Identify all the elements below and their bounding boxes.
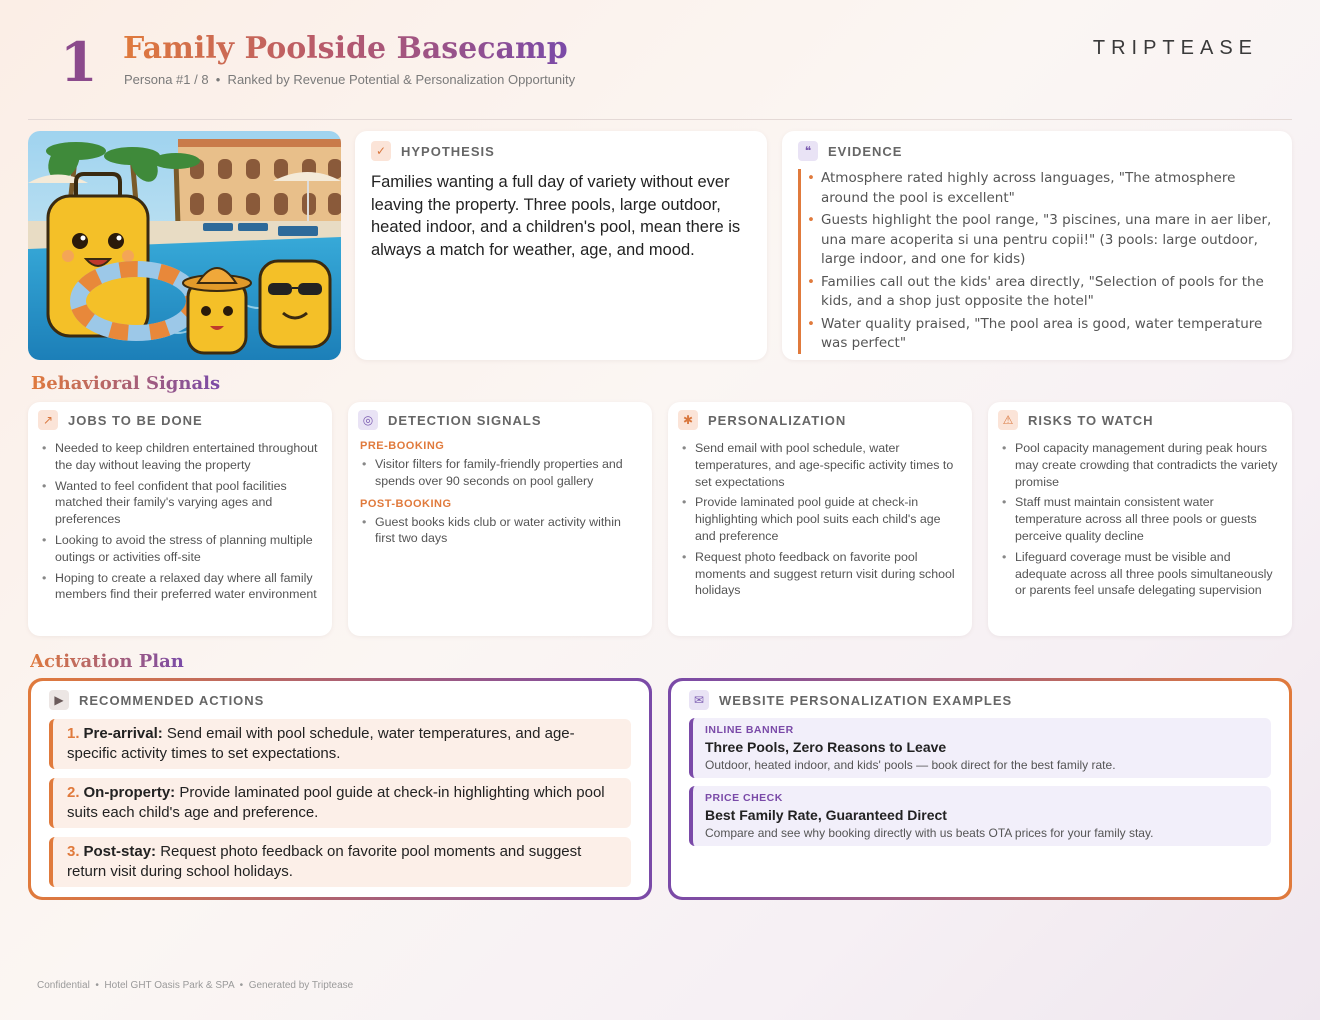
footer-text: Confidential • Hotel GHT Oasis Park & SPA • Generated by Triptease [37,980,354,991]
action-text: Request photo feedback on favorite pool moments and suggest return visit during school holidays. [67,843,582,880]
action-text: Provide laminated pool guide at check-in highlighting which pool suits each child's age and preference. [67,784,605,821]
page-title: Family Poolside Basecamp [123,31,568,66]
action-text: Send email with pool schedule, water temperatures, and age-specific activity times to set expectations. [67,725,575,762]
list-item: • Hoping to create a relaxed day where all family members find their preferred water environment [38,570,322,604]
list-item: • Wanted to feel confident that pool facilities matched their family's varying ages and preferences [38,478,322,528]
list-item: • Staff must maintain consistent water temperature across all three pools or guests perceive quality decline [998,494,1282,544]
risks-label: RISKS TO WATCH [1028,412,1154,428]
evidence-label: EVIDENCE [828,143,903,159]
detection-label: DETECTION SIGNALS [388,412,542,428]
sparkle-icon: ✱ [678,410,698,430]
list-item: • Looking to avoid the stress of planning multiple outings or activities off-site [38,532,322,566]
list-item: • Guest books kids club or water activity within first two days [358,514,642,548]
list-item: • Send email with pool schedule, water temperatures, and age-specific activity times to set expectations [678,440,962,490]
example-body: Outdoor, heated indoor, and kids' pools — book direct for the best family rate. [705,758,1116,772]
list-item: • Lifeguard coverage must be visible and adequate across all three pools simultaneously or parents feel unsafe delegating supervision [998,549,1282,599]
hypothesis-text: Families wanting a full day of variety without ever leaving the property. Three pools, large outdoor, heated indoor, and a children's pool, mean there is always a match for weather, age, and mood. [371,173,741,259]
persona-illustration [28,131,341,360]
evidence-list [798,169,1276,354]
hypothesis-card [355,131,767,360]
detection-signals-card [348,402,652,636]
personalization-label: PERSONALIZATION [708,412,847,428]
checkmark-icon: ✓ [371,141,391,161]
action-number: 2. [67,784,80,801]
action-item [49,778,631,828]
persona-number: 1 [60,30,98,94]
example-tag: INLINE BANNER [705,724,794,736]
envelope-icon: ✉ [689,690,709,710]
quote-icon: ❝ [798,141,818,161]
page-subtitle: Persona #1 / 8 • Ranked by Revenue Potential & Personalization Opportunity [124,72,576,87]
jobs-to-be-done-card [28,402,332,636]
list-item: • Needed to keep children entertained throughout the day without leaving the property [38,440,322,474]
list-item: • Provide laminated pool guide at check-in highlighting which pool suits each child's age and preference [678,494,962,544]
brand-logo: TRIPTEASE [1092,37,1258,59]
jobs-label: JOBS TO BE DONE [68,412,203,428]
action-item [49,837,631,887]
example-tag: PRICE CHECK [705,792,783,804]
evidence-item: • Water quality praised, "The pool area is good, water temperature was perfect" [821,315,1276,354]
recommended-actions-card [28,678,652,900]
list-item: • Pool capacity management during peak hours may create crowding that contradicts the variety promise [998,440,1282,490]
post-booking-label: POST-BOOKING [360,497,452,510]
pre-booking-label: PRE-BOOKING [360,440,445,452]
action-lead: Pre-arrival: [83,725,163,742]
example-body: Compare and see why booking directly with us beats OTA prices for your family stay. [705,826,1154,840]
list-item: • Request photo feedback on favorite pool moments and suggest return visit during school holidays [678,549,962,599]
risks-card [988,402,1292,636]
arrow-up-right-icon: ↗ [38,410,58,430]
list-item: • Visitor filters for family-friendly properties and spends over 90 seconds on pool gallery [358,456,642,490]
action-lead: On-property: [83,784,176,801]
action-lead: Post-stay: [83,843,157,860]
warning-icon: ⚠ [998,410,1018,430]
header-divider [28,119,1292,120]
hypothesis-label: HYPOTHESIS [401,143,495,159]
personalization-card [668,402,972,636]
activation-plan-heading: Activation Plan [30,651,184,672]
evidence-item: • Guests highlight the pool range, "3 piscines, una mare in aer liber, una mare acoperita si una pentru copii!" (3 pools: large outdoor, large indoor, and one for kids) [821,211,1276,270]
evidence-item: • Atmosphere rated highly across languages, "The atmosphere around the pool is excellent" [821,169,1276,208]
example-title: Three Pools, Zero Reasons to Leave [705,739,947,755]
actions-label: RECOMMENDED ACTIONS [79,692,265,708]
website-personalization-card [668,678,1292,900]
example-title: Best Family Rate, Guaranteed Direct [705,807,947,823]
evidence-card [782,131,1292,360]
action-number: 3. [67,843,80,860]
action-number: 1. [67,725,80,742]
behavioral-signals-heading: Behavioral Signals [31,373,221,394]
play-icon: ▶ [49,690,69,710]
example-inline-banner [689,718,1271,778]
example-price-check [689,786,1271,846]
web-examples-label: WEBSITE PERSONALIZATION EXAMPLES [719,692,1013,708]
target-icon: ◎ [358,410,378,430]
evidence-item: • Families call out the kids' area directly, "Selection of pools for the kids, and a shop just opposite the hotel" [821,273,1276,312]
action-item [49,719,631,769]
